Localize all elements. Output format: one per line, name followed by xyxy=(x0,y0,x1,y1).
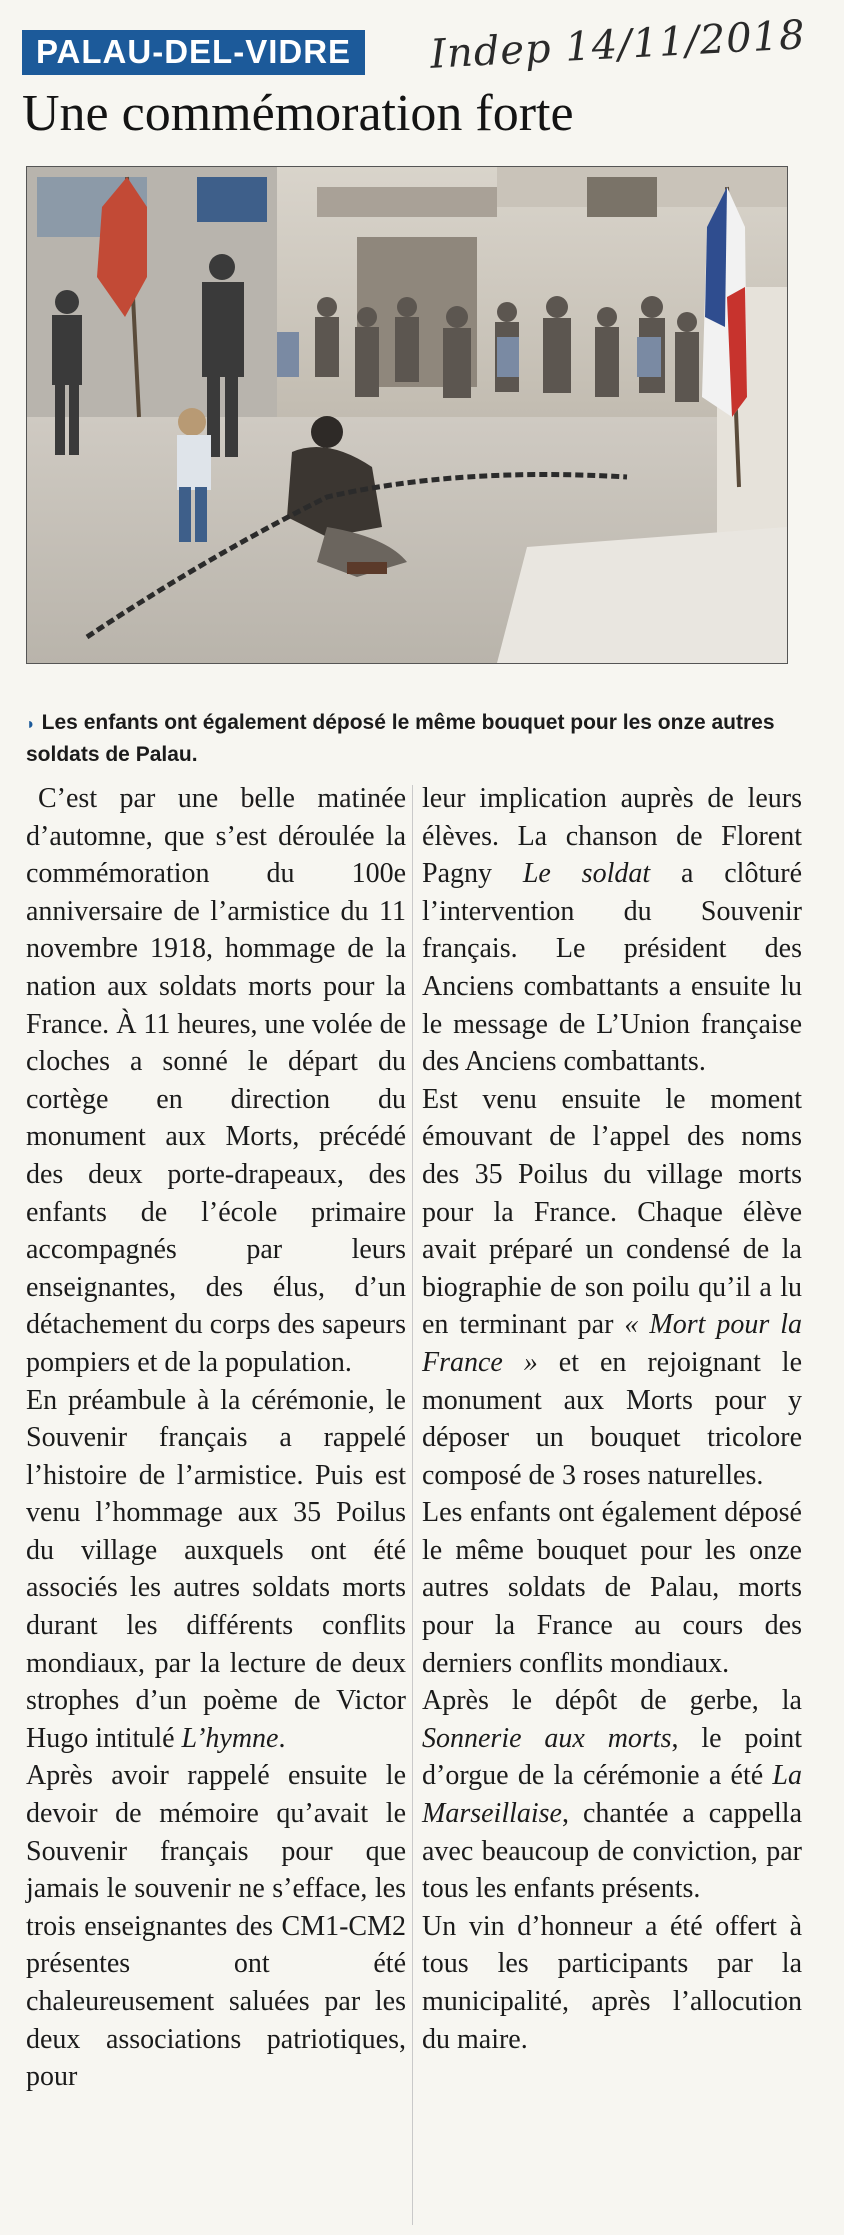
article-column-right xyxy=(422,780,802,2058)
song-title: Le soldat xyxy=(522,858,651,890)
poem-title: L’hymne xyxy=(181,1722,279,1754)
article-text: Après le dépôt de gerbe, la xyxy=(422,1685,802,1717)
handwritten-note: Indep 14/11/2018 xyxy=(429,12,807,78)
column-divider xyxy=(412,785,413,2225)
article-text: En préambule à la cérémonie, le Souvenir français a rappelé l’histoire de l’armistice. Puis est venu l’hommage aux 35 Poilus du village auxquels ont été associés les autres soldats morts durant les différents conflits mondiaux, par la lecture de deux strophes d’un poème de Victor Hugo intitulé xyxy=(26,1384,406,1754)
article-text: et en rejoignant le monument aux Morts pour y déposer un bouquet tricolore composé de 3 roses naturelles. xyxy=(422,1346,803,1491)
article-text: , chantée a cappella avec beaucoup de conviction, par tous les enfants présents. xyxy=(422,1798,802,1905)
article-paragraph xyxy=(26,1382,406,1758)
caption-bullet-icon: ◗ xyxy=(26,716,36,733)
article-text: leur implication auprès de leurs élèves. La chanson de Florent Pagny xyxy=(422,783,802,890)
article-headline: Une commémoration forte xyxy=(22,85,574,142)
section-kicker: PALAU-DEL-VIDRE xyxy=(22,30,365,75)
music-title: Sonnerie aux morts xyxy=(422,1722,672,1754)
article-paragraph: C’est par une belle matinée d’automne, que s’est déroulée la commémoration du 100e anniversaire de l’armistice du 11 novembre 1918, hommage de la nation aux soldats morts pour la France. À 11 heures, une volée de cloches a sonné le départ du cortège en direction du monument aux Morts, précédé des deux porte-drapeaux, des enfants de l’école primaire accompagnés par leurs enseignantes, des élus, d’un détachement du corps des sapeurs pompiers et de la population. xyxy=(26,783,406,1378)
article-column-left xyxy=(26,780,406,2096)
caption-text: Les enfants ont également déposé le même bouquet pour les onze autres soldats de Palau. xyxy=(26,711,775,766)
article-paragraph xyxy=(422,1081,802,1495)
anthem-title: La Marseillaise xyxy=(422,1760,802,1830)
photo-caption xyxy=(26,708,786,770)
article-text: Est venu ensuite le moment émouvant de l’appel des noms des 35 Poilus du village morts pour la France. Chaque élève avait préparé un condensé de la biographie de son poilu qu’il a lu en terminant par xyxy=(422,1083,802,1341)
article-paragraph: Un vin d’honneur a été offert à tous les participants par la municipalité, après l’allocution du maire. xyxy=(422,1910,802,2055)
article-text: , le point d’orgue de la cérémonie a été xyxy=(422,1722,802,1792)
article-paragraph xyxy=(422,780,802,1081)
article-paragraph: Les enfants ont également déposé le même bouquet pour les onze autres soldats de Palau, morts pour la France au cours des derniers conflits mondiaux. xyxy=(422,1497,802,1679)
article-paragraph xyxy=(422,1682,802,1908)
article-photo xyxy=(26,166,788,664)
article-text: a clôturé l’intervention du Souvenir français. Le président des Anciens combattants a ensuite lu le message de L’Union française des Anciens combattants. xyxy=(422,858,802,1078)
article-paragraph: Après avoir rappelé ensuite le devoir de mémoire qu’avait le Souvenir français pour que jamais le souvenir ne s’efface, les trois enseignantes des CM1-CM2 présentes ont été chaleureusement saluées par les deux associations patriotiques, pour xyxy=(26,1760,406,2093)
quote-text: « Mort pour la France » xyxy=(422,1309,802,1378)
photo-ceremony-monument-icon xyxy=(27,167,787,663)
article-text: . xyxy=(278,1722,286,1754)
